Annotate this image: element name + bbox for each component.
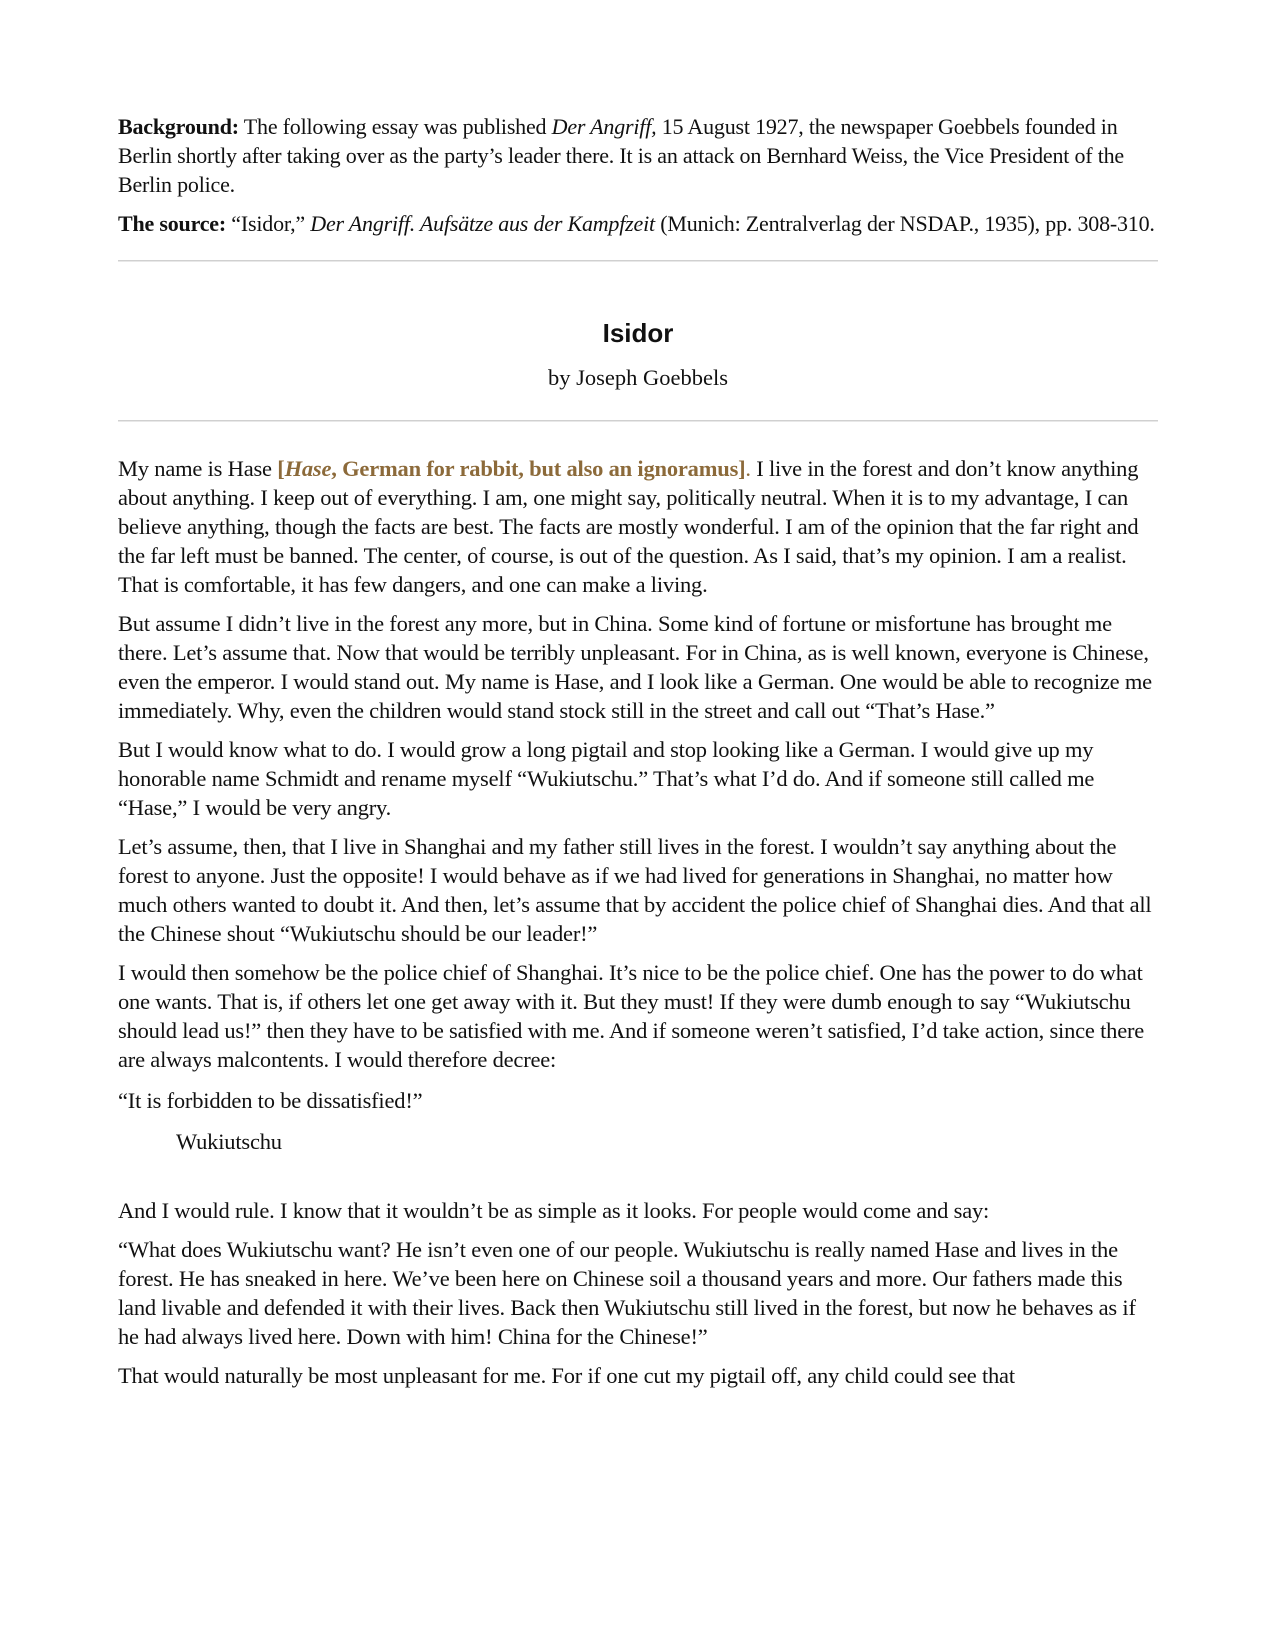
divider (118, 260, 1158, 262)
decree-quote: “It is forbidden to be dissatisfied!” (118, 1088, 423, 1113)
source-title: Der Angriff. Aufsätze aus der Kampfzeit (310, 211, 655, 236)
paragraph: “What does Wukiutschu want? He isn’t even one of our people. Wukiutschu is really named Hase and lives in the forest. He has sneaked in here. We’ve been here on Chinese soil a thousand years and more. Our fathers made this land livable and defended it with their lives. Back then Wukiutschu still lived in the forest, but now he behaves as if he had always lived here. Down with him! China for the Chinese!” (118, 1237, 1136, 1349)
background-label: Background: (118, 114, 239, 139)
paragraph: But assume I didn’t live in the forest any more, but in China. Some kind of fortune or misfortune has brought me there. Let’s assume that. Now that would be terribly unpleasant. For in China, as is well known, everyone is Chinese, even the emperor. I would stand out. My name is Hase, and I look like a German. One would be able to recognize me immediately. Why, even the children would stand stock still in the street and call out “That’s Hase.” (118, 611, 1152, 723)
source-label: The source: (118, 211, 226, 236)
divider (118, 420, 1158, 422)
paragraph: I would then somehow be the police chief of Shanghai. It’s nice to be the police chief. One has the power to do what one wants. That is, if others let one get away with it. But they must! If they were dumb enough to say “Wukiutschu should lead us!” then they have to be satisfied with me. And if someone weren’t satisfied, I’d take action, since there are always malcontents. I would therefore decree: (118, 960, 1145, 1072)
paragraph: But I would know what to do. I would grow a long pigtail and stop looking like a German. I would give up my honorable name Schmidt and rename myself “Wukiutschu.” That’s what I’d do. And if someone still called me “Hase,” I would be very angry. (118, 737, 1095, 820)
paragraph: That would naturally be most unpleasant for me. For if one cut my pigtail off, any child could see that (118, 1363, 1015, 1388)
paragraph: Let’s assume, then, that I live in Shanghai and my father still lives in the forest. I wouldn’t say anything about the forest to anyone. Just the opposite! I would behave as if we had lived for generations in Shanghai, no matter how much others wanted to doubt it. And then, let’s assume that by accident the police chief of Shanghai dies. And that all the Chinese shout “Wukiutschu should be our leader!” (118, 834, 1152, 946)
publication-title: Der Angriff, (551, 114, 657, 139)
article-title: Isidor (602, 318, 674, 348)
paragraph: My name is Hase [Hase, German for rabbit, but also an ignoramus]. I live in the forest and don’t know anything about anything. I keep out of everything. I am, one might say, politically neutral. When it is to my advantage, I can believe anything, though the facts are best. The facts are mostly wonderful. I am of the opinion that the far right and the far left must be banned. The center, of course, is out of the question. As I said, that’s my opinion. I am a realist. That is comfortable, it has few dangers, and one can make a living. (118, 456, 1139, 597)
background-paragraph: Background: The following essay was published Der Angriff, 15 August 1927, the newspaper Goebbels founded in Berlin shortly after taking over as the party’s leader there. It is an attack on Bernhard Weiss, the Vice President of the Berlin police. (118, 114, 1124, 197)
article-body (118, 454, 1158, 1390)
intro-section (118, 112, 1158, 238)
source-paragraph: The source: “Isidor,” Der Angriff. Aufsätze aus der Kampfzeit (Munich: Zentralverlag der NSDAP., 1935), pp. 308-310. (118, 211, 1155, 236)
document-page (118, 112, 1158, 1400)
signature: Wukiutschu (176, 1129, 282, 1154)
editor-note: [Hase, German for rabbit, but also an ignoramus] (277, 456, 746, 481)
paragraph: And I would rule. I know that it wouldn’t be as simple as it looks. For people would come and say: (118, 1198, 990, 1223)
byline: by Joseph Goebbels (548, 365, 728, 390)
